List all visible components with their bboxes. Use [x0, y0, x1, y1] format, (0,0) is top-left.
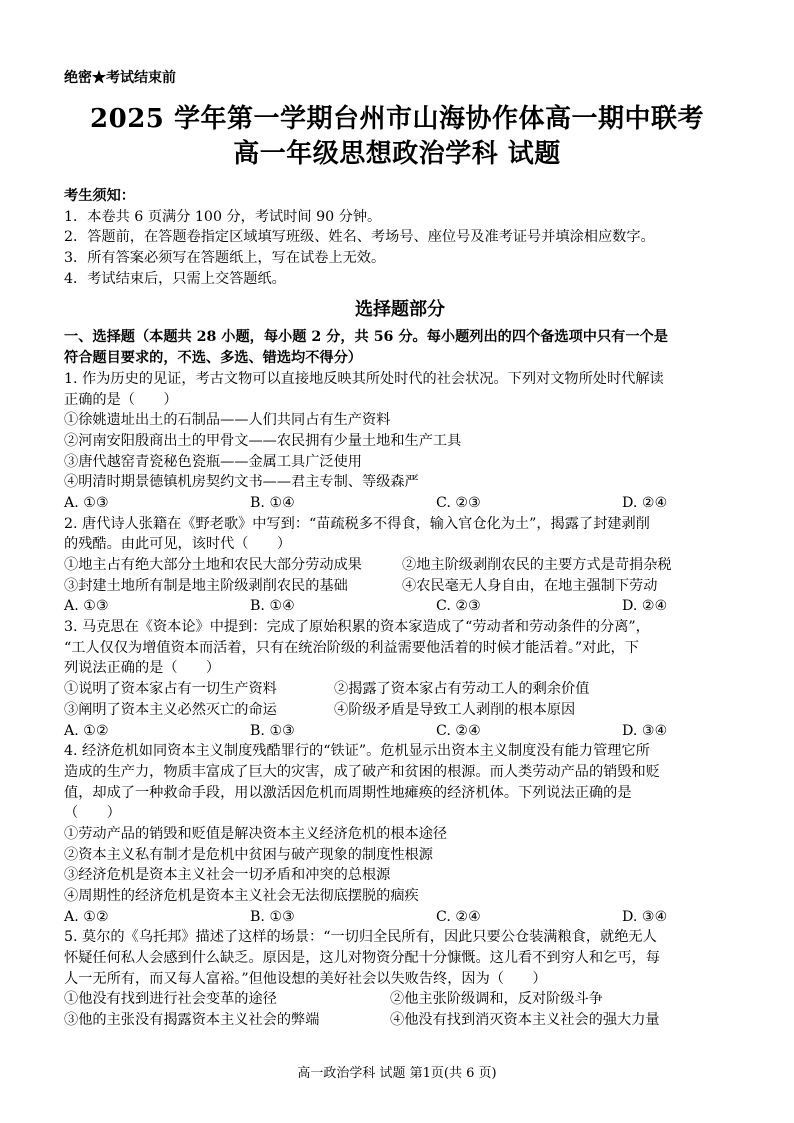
option-d: D. ②④ [622, 598, 668, 615]
option-b: B. ①③ [250, 722, 295, 739]
statement-item: ③经济危机是资本主义社会一切矛盾和冲突的总根源 [64, 867, 391, 884]
question-stem: 怀疑任何私人会感到什么缺乏。原因是，这儿对物资分配十分慷慨。这儿看不到穷人和乞丐，每 [64, 950, 660, 967]
statement-item: ②河南安阳殷商出土的甲骨文——农民拥有少量土地和生产工具 [64, 432, 462, 449]
question-stem: 5. 莫尔的《乌托邦》描述了这样的场景：“一切归全民所有，因此只要公仓装满粮食，就绝无人 [64, 929, 657, 946]
exam-body [64, 186, 736, 1031]
option-a: A. ①② [64, 908, 109, 925]
question-stem: 1. 作为历史的见证，考古文物可以直接地反映其所处时代的社会状况。下列对文物所处时代解读 [64, 370, 664, 387]
statement-item: ④阶级矛盾是导致工人剥削的根本原因 [334, 701, 576, 718]
question-stem: 3. 马克思在《资本论》中提到：完成了原始积累的资本家造成了“劳动者和劳动条件的分离”， [64, 619, 650, 636]
question-stem: 列说法正确的是（ ） [64, 660, 221, 677]
question-stem: 人一无所有，而又每人富裕。”但他设想的美好社会以失败告终，因为（ ） [64, 970, 547, 987]
page-footer: 高一政治学科 试题 第1页(共 6 页) [297, 1066, 497, 1081]
part-heading: 一、选择题（本题共 28 小题，每小题 2 分，共 56 分。每小题列出的四个备选项中只有一个是 [64, 329, 668, 346]
answer-options [64, 493, 736, 514]
question-stem: 值，却成了一种救命手段，用以激活因危机而周期性地瘫痪的经济机体。下列说法正确的是 [64, 784, 632, 801]
statement-item: ④农民毫无人身自由，在地主强制下劳动 [402, 577, 658, 594]
option-a: A. ①③ [64, 598, 109, 615]
statement-item: ③唐代越窑青瓷秘色瓷瓶——金属工具广泛使用 [64, 453, 362, 470]
exam-title: 2025 学年第一学期台州市山海协作体高一期中联考 [90, 104, 704, 134]
option-a: A. ①③ [64, 494, 109, 511]
statement-row [64, 1010, 736, 1031]
statement-item: ④明清时期景德镇机房契约文书——君主专制、等级森严 [64, 474, 419, 491]
question-stem: 造成的生产力，物质丰富成了巨大的灾害，成了破产和贫困的根源。而人类劳动产品的销毁和贬 [64, 763, 660, 780]
question-stem: 4. 经济危机如同资本主义制度残酷罪行的“铁证”。危机显示出资本主义制度没有能力管理它所 [64, 743, 650, 760]
answer-options [64, 907, 736, 928]
option-a: A. ①② [64, 722, 109, 739]
statement-item: ②揭露了资本家占有劳动工人的剩余价值 [334, 681, 590, 698]
statement-item: ④周期性的经济危机是资本主义社会无法彻底摆脱的痼疾 [64, 888, 419, 904]
section-title: 选择题部分 [355, 299, 445, 321]
statement-item: ①地主占有绝大部分土地和农民大部分劳动成果 [64, 557, 362, 573]
notice-heading: 考生须知： [64, 188, 135, 204]
option-d: D. ②④ [622, 494, 668, 511]
statement-row [64, 679, 736, 700]
question-stem: 的残酷。由此可见，该时代（ ） [64, 536, 292, 553]
option-b: B. ①④ [250, 598, 295, 615]
question-stem: 正确的是（ ） [64, 391, 178, 408]
confidential-label: 绝密★考试结束前 [64, 70, 176, 86]
notice-item: 1．本卷共 6 页满分 100 分，考试时间 90 分钟。 [64, 208, 382, 225]
statement-row [64, 700, 736, 721]
option-b: B. ①④ [250, 494, 295, 511]
notice-item: 3．所有答案必须写在答题纸上，写在试卷上无效。 [64, 250, 386, 267]
statement-item: ③他的主张没有揭露资本主义社会的弊端 [64, 1012, 320, 1029]
answer-options [64, 721, 736, 742]
statement-row [64, 989, 736, 1010]
answer-options [64, 596, 736, 617]
statement-item: ④他没有找到消灭资本主义社会的强大力量 [390, 1012, 660, 1029]
statement-item: ①他没有找到进行社会变革的途径 [64, 991, 277, 1008]
option-c: C. ②③ [436, 598, 481, 615]
question-stem: “工人仅仅为增值资本而活着，只有在统治阶级的利益需要他活着的时候才能活着。”对此，下 [64, 639, 639, 656]
option-b: B. ①③ [250, 908, 295, 925]
statement-row [64, 576, 736, 597]
statement-item: ③阐明了资本主义必然灭亡的命运 [64, 701, 277, 718]
statement-item: ①徐姚遗址出土的石制品——人们共同占有生产资料 [64, 412, 391, 429]
statement-item: ②他主张阶级调和，反对阶级斗争 [390, 991, 603, 1008]
option-c: C. ②④ [436, 722, 481, 739]
statement-item: ①劳动产品的销毁和贬值是解决资本主义经济危机的根本途径 [64, 825, 448, 842]
option-d: D. ③④ [622, 908, 668, 925]
notice-item: 2．答题前，在答题卷指定区域填写班级、姓名、考场号、座位号及准考证号并填涂相应数字。 [64, 229, 655, 246]
option-c: C. ②④ [436, 908, 481, 925]
statement-item: ①说明了资本家占有一切生产资料 [64, 681, 277, 698]
option-c: C. ②③ [436, 494, 481, 511]
statement-item: ③封建土地所有制是地主阶级剥削农民的基础 [64, 577, 348, 594]
question-stem: 2. 唐代诗人张籍在《野老歌》中写到：“苗疏税多不得食，输入官仓化为土”，揭露了封建剥削 [64, 515, 650, 532]
part-heading: 符合题目要求的，不选、多选、错选均不得分） [64, 350, 362, 367]
option-d: D. ③④ [622, 722, 668, 739]
question-stem: （ ） [64, 805, 121, 822]
exam-subtitle: 高一年级思想政治学科 试题 [233, 139, 561, 169]
notice-item: 4．考试结束后，只需上交答题纸。 [64, 270, 286, 287]
statement-row [64, 555, 736, 576]
statement-item: ②地主阶级剥削农民的主要方式是苛捐杂税 [402, 557, 672, 573]
statement-item: ②资本主义私有制才是危机中贫困与破产现象的制度性根源 [64, 846, 433, 863]
